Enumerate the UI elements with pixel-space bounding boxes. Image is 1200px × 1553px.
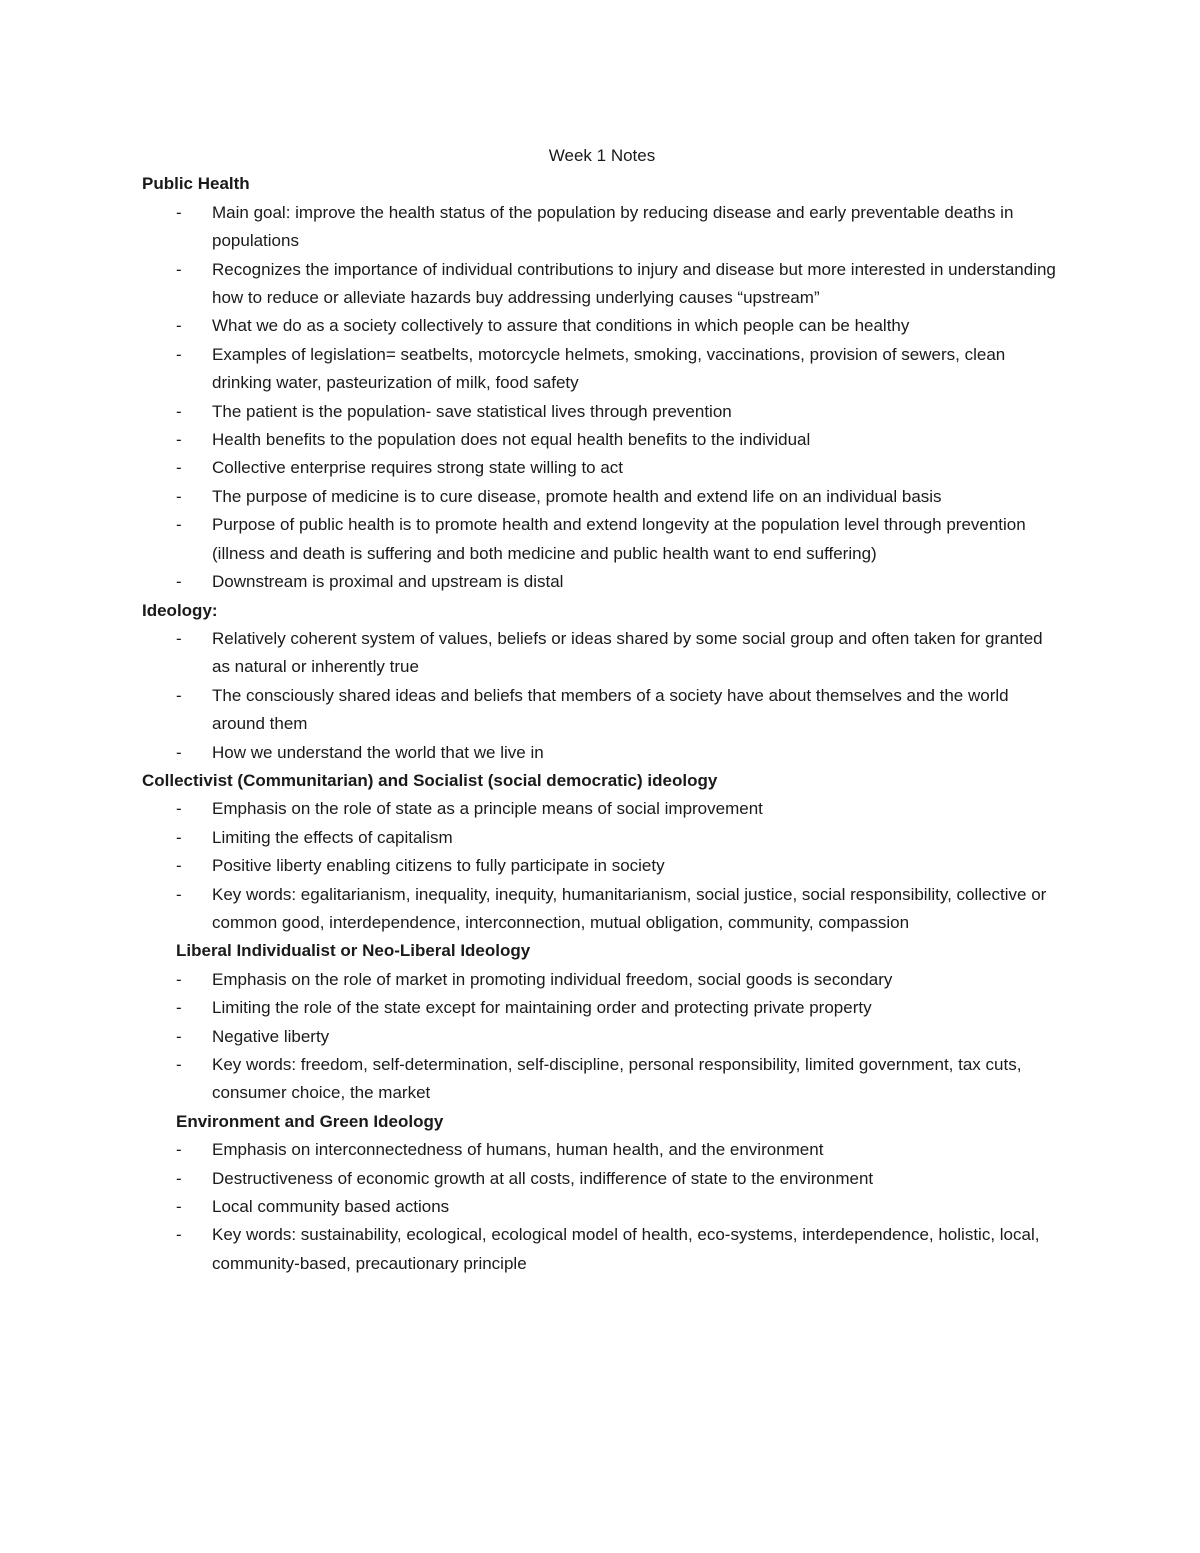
dash-bullet-icon: - — [176, 998, 182, 1018]
list-item — [142, 568, 1062, 596]
list-item-text: Emphasis on interconnectedness of humans, human health, and the environment — [212, 1140, 824, 1160]
dash-bullet-icon: - — [176, 827, 182, 847]
list-item-text: Destructiveness of economic growth at all costs, indifference of state to the environment — [212, 1168, 874, 1188]
list-item-text: Health benefits to the population does not equal health benefits to the individual — [212, 430, 811, 450]
list-item — [142, 881, 1062, 938]
bullet-list — [142, 1136, 1062, 1278]
bullet-list — [142, 795, 1062, 937]
list-item-text: How we understand the world that we live in — [212, 742, 544, 762]
list-item-text: Purpose of public health is to promote health and extend longevity at the population level through prevention (illness and death is suffering and both medicine and public health want to end suffering) — [212, 515, 1026, 563]
document-sections — [142, 170, 1062, 1278]
list-item-text: Downstream is proximal and upstream is distal — [212, 572, 564, 592]
dash-bullet-icon: - — [176, 202, 182, 222]
list-item-text: Key words: egalitarianism, inequality, inequity, humanitarianism, social justice, social responsibility, collective or common good, interdependence, interconnection, mutual obligation, community, compassion — [212, 884, 1047, 932]
list-item-text: Collective enterprise requires strong state willing to act — [212, 458, 624, 478]
list-item — [142, 1193, 1062, 1221]
list-item — [142, 994, 1062, 1022]
list-item-text: The consciously shared ideas and beliefs that members of a society have about themselves and the world around them — [212, 685, 1009, 734]
list-item — [142, 199, 1062, 256]
bullet-list — [142, 625, 1062, 767]
dash-bullet-icon: - — [176, 856, 182, 876]
dash-bullet-icon: - — [176, 344, 182, 364]
list-item — [142, 1136, 1062, 1164]
section-heading: Ideology: — [142, 600, 218, 620]
dash-bullet-icon: - — [176, 1026, 182, 1046]
list-item — [142, 1165, 1062, 1193]
list-item — [142, 1221, 1062, 1278]
list-item-text: Key words: freedom, self-determination, self-discipline, personal responsibility, limited government, tax cuts, consumer choice, the market — [212, 1055, 1022, 1103]
document-body — [142, 142, 1062, 1278]
list-item-text: Relatively coherent system of values, beliefs or ideas shared by some social group and often taken for granted as natural or inherently true — [212, 628, 1043, 677]
dash-bullet-icon: - — [176, 628, 182, 648]
dash-bullet-icon: - — [176, 401, 182, 421]
list-item-text: What we do as a society collectively to assure that conditions in which people can be healthy — [212, 316, 910, 336]
list-item-text: Local community based actions — [212, 1197, 450, 1217]
bullet-list — [142, 199, 1062, 597]
list-item — [142, 511, 1062, 568]
list-item — [142, 1023, 1062, 1051]
dash-bullet-icon: - — [176, 1055, 182, 1074]
dash-bullet-icon: - — [176, 572, 182, 592]
list-item-text: Examples of legislation= seatbelts, motorcycle helmets, smoking, vaccinations, provision of sewers, clean drinking water, pasteurization of milk, food safety — [212, 344, 1006, 393]
dash-bullet-icon: - — [176, 1140, 182, 1160]
list-item — [142, 483, 1062, 511]
list-item — [142, 341, 1062, 398]
dash-bullet-icon: - — [176, 458, 182, 478]
list-item — [142, 739, 1062, 767]
list-item-text: Emphasis on the role of market in promoting individual freedom, social goods is secondary — [212, 969, 893, 989]
dash-bullet-icon: - — [176, 1225, 182, 1245]
dash-bullet-icon: - — [176, 685, 182, 705]
section-heading: Liberal Individualist or Neo-Liberal Ideology — [176, 941, 531, 961]
document-title: Week 1 Notes — [548, 146, 656, 165]
list-item-text: Main goal: improve the health status of the population by reducing disease and early preventable deaths in populations — [212, 202, 1014, 251]
dash-bullet-icon: - — [176, 884, 182, 904]
dash-bullet-icon: - — [176, 969, 182, 989]
dash-bullet-icon: - — [176, 742, 182, 762]
section-heading: Collectivist (Communitarian) and Socialist (social democratic) ideology — [142, 770, 718, 790]
dash-bullet-icon: - — [176, 259, 182, 279]
list-item-text: Recognizes the importance of individual contributions to injury and disease but more interested in understanding how to reduce or alleviate hazards buy addressing underlying causes “upstream” — [212, 259, 1056, 308]
list-item-text: Limiting the role of the state except for maintaining order and protecting private property — [212, 998, 872, 1018]
list-item-text: Negative liberty — [212, 1026, 330, 1046]
list-item-text: Limiting the effects of capitalism — [212, 827, 453, 847]
dash-bullet-icon: - — [176, 486, 182, 506]
list-item — [142, 795, 1062, 823]
list-item — [142, 312, 1062, 340]
dash-bullet-icon: - — [176, 1197, 182, 1217]
dash-bullet-icon: - — [176, 799, 182, 819]
list-item-text: Positive liberty enabling citizens to fully participate in society — [212, 856, 665, 876]
list-item — [142, 256, 1062, 313]
list-item — [142, 625, 1062, 682]
dash-bullet-icon: - — [176, 1168, 182, 1188]
list-item — [142, 426, 1062, 454]
list-item — [142, 852, 1062, 880]
dash-bullet-icon: - — [176, 316, 182, 336]
list-item — [142, 824, 1062, 852]
list-item-text: Emphasis on the role of state as a principle means of social improvement — [212, 799, 763, 819]
section-heading: Public Health — [142, 174, 250, 194]
list-item — [142, 454, 1062, 482]
dash-bullet-icon: - — [176, 515, 182, 535]
section-heading: Environment and Green Ideology — [176, 1111, 444, 1131]
list-item-text: Key words: sustainability, ecological, ecological model of health, eco-systems, interdependence, holistic, local, community-based, precautionary principle — [212, 1225, 1040, 1273]
list-item — [142, 966, 1062, 994]
list-item — [142, 398, 1062, 426]
bullet-list — [142, 966, 1062, 1108]
list-item — [142, 1051, 1062, 1108]
list-item-text: The purpose of medicine is to cure disease, promote health and extend life on an individual basis — [212, 486, 942, 506]
list-item — [142, 682, 1062, 739]
list-item-text: The patient is the population- save statistical lives through prevention — [212, 401, 732, 421]
dash-bullet-icon: - — [176, 430, 182, 450]
